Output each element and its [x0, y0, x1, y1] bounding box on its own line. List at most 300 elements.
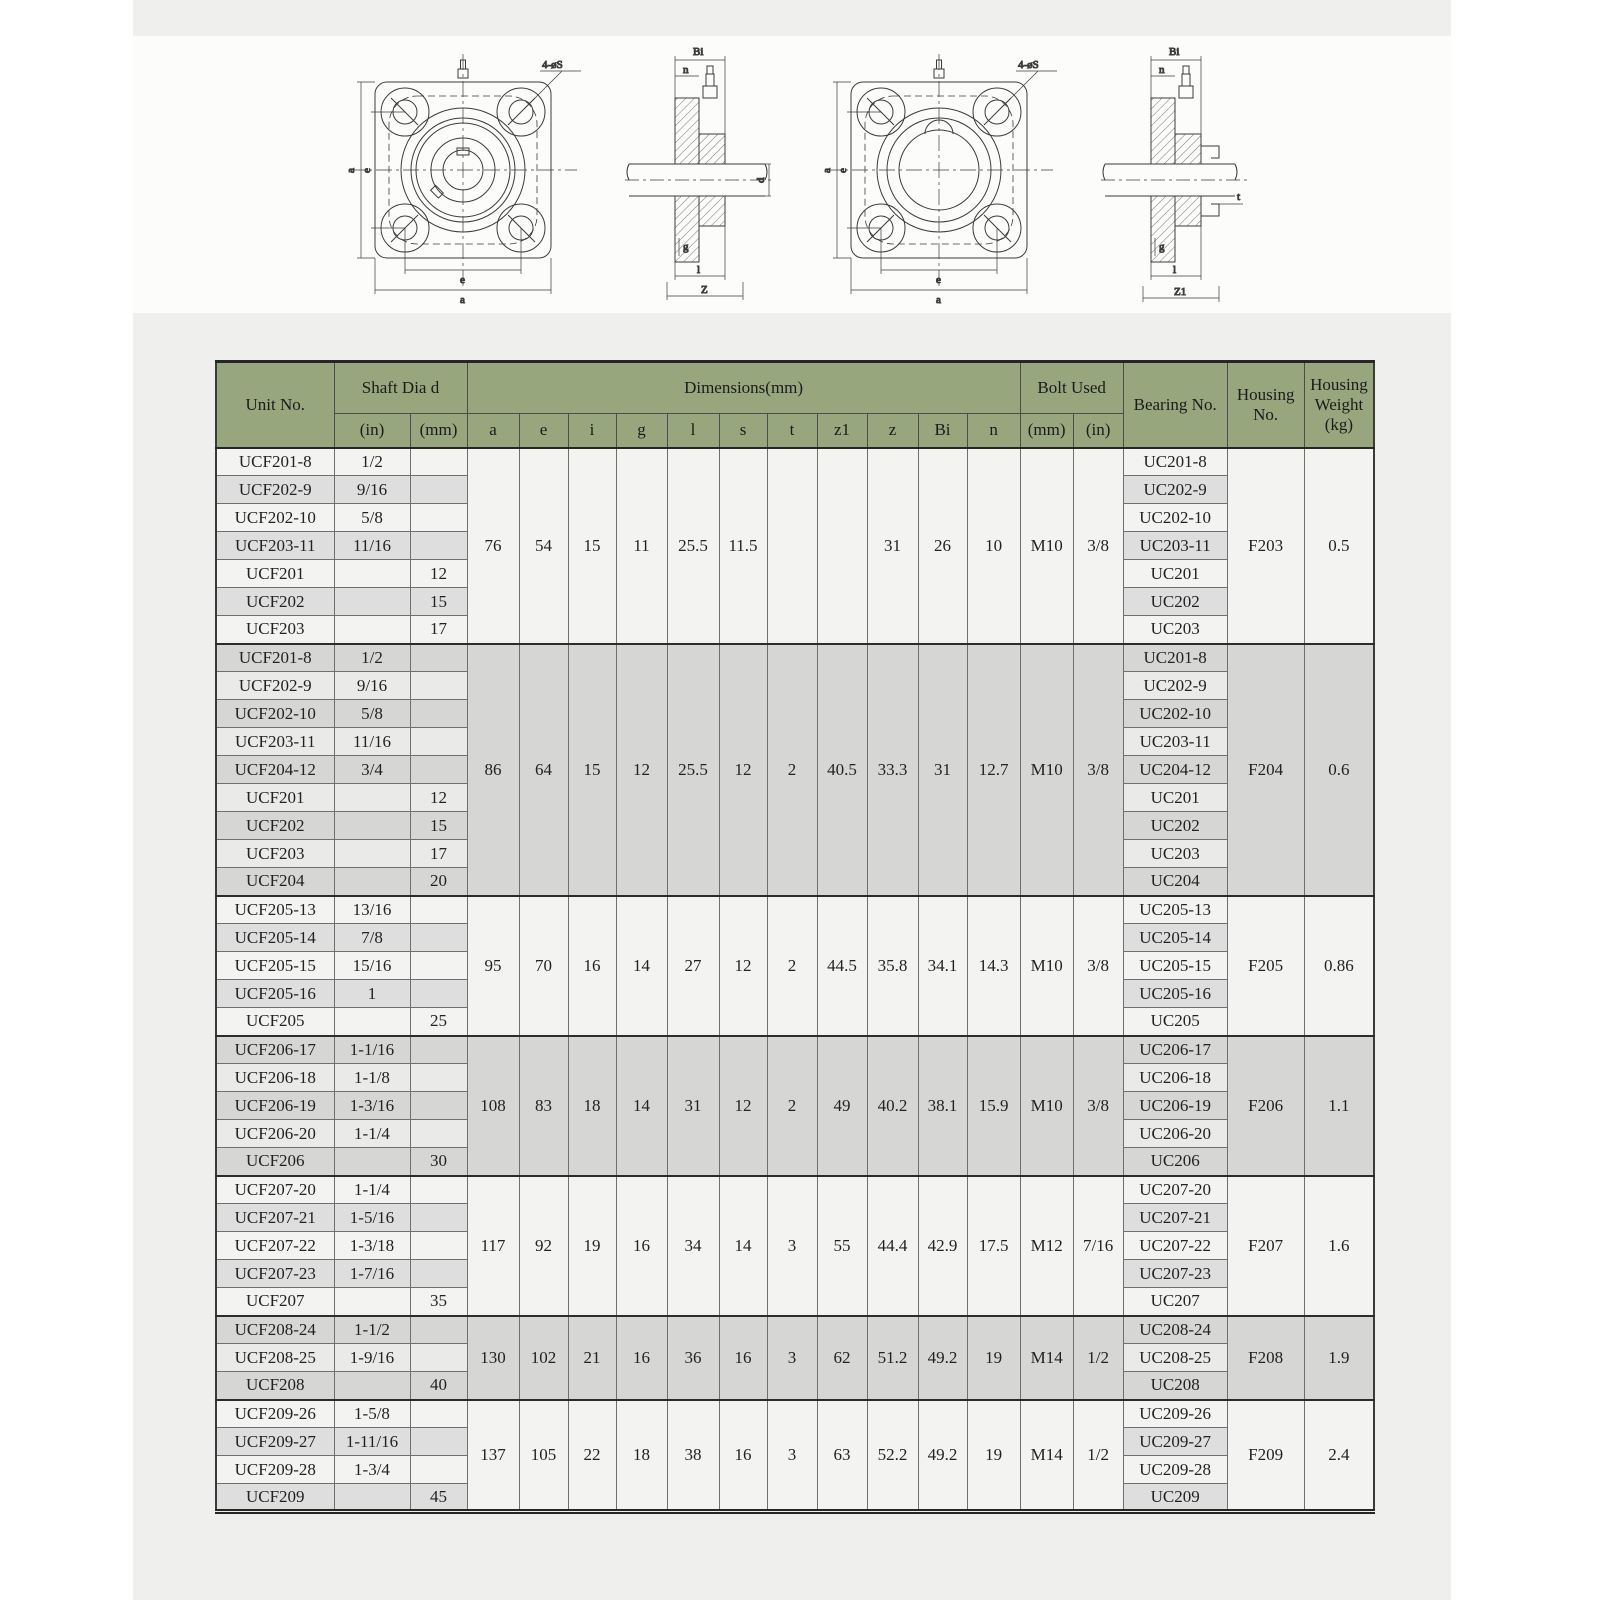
- shaft-dia-in-cell: 1-11/16: [334, 1428, 410, 1456]
- bearing-no-cell: UC202-9: [1123, 476, 1227, 504]
- header-dim-Bi: Bi: [918, 414, 967, 448]
- dim-l-cell: 25.5: [667, 644, 719, 896]
- bearing-no-cell: UC208-25: [1123, 1344, 1227, 1372]
- unit-no-cell: UCF209-27: [216, 1428, 334, 1456]
- shaft-dia-mm-cell: [410, 700, 467, 728]
- bolt-in-cell: 3/8: [1073, 644, 1123, 896]
- bearing-no-cell: UC205: [1123, 1008, 1227, 1036]
- dim-g-cell: 11: [616, 448, 667, 644]
- housing-no-cell: F205: [1227, 896, 1304, 1036]
- unit-no-cell: UCF201: [216, 784, 334, 812]
- dim-z-cell: 51.2: [867, 1316, 918, 1400]
- shaft-dia-mm-cell: [410, 952, 467, 980]
- shaft-dia-mm-cell: 17: [410, 616, 467, 644]
- table-body: [216, 448, 1374, 1512]
- shaft-dia-mm-cell: 35: [410, 1288, 467, 1316]
- unit-no-cell: UCF207-20: [216, 1176, 334, 1204]
- bearing-spec-table: [215, 360, 1375, 1514]
- dim-a-cell: 108: [467, 1036, 519, 1176]
- flange-section-view-1: [623, 42, 773, 308]
- dim-label-e-left: e: [837, 167, 849, 173]
- shaft-dia-in-cell: [334, 868, 410, 896]
- housing-no-cell: F209: [1227, 1400, 1304, 1512]
- dim-Bi-cell: 31: [918, 644, 967, 896]
- table-row: [216, 1316, 1374, 1344]
- bearing-no-cell: UC209: [1123, 1484, 1227, 1512]
- document-panel: [133, 0, 1451, 1600]
- bearing-no-cell: UC203: [1123, 840, 1227, 868]
- bearing-no-cell: UC205-15: [1123, 952, 1227, 980]
- bearing-no-cell: UC202: [1123, 588, 1227, 616]
- dim-n-cell: 19: [967, 1316, 1020, 1400]
- bearing-no-cell: UC204: [1123, 868, 1227, 896]
- header-dimensions: Dimensions(mm): [467, 362, 1020, 414]
- dim-g-cell: 18: [616, 1400, 667, 1512]
- dim-l-cell: 34: [667, 1176, 719, 1316]
- shaft-dia-mm-cell: 12: [410, 560, 467, 588]
- shaft-dia-mm-cell: [410, 448, 467, 476]
- unit-no-cell: UCF205-16: [216, 980, 334, 1008]
- bearing-no-cell: UC206-18: [1123, 1064, 1227, 1092]
- bearing-no-cell: UC207-20: [1123, 1176, 1227, 1204]
- dim-n-cell: 19: [967, 1400, 1020, 1512]
- bolt-in-cell: 1/2: [1073, 1400, 1123, 1512]
- dim-l-cell: 27: [667, 896, 719, 1036]
- shaft-dia-in-cell: [334, 1008, 410, 1036]
- dim-label-Z1: Z1: [1174, 285, 1187, 298]
- unit-no-cell: UCF204: [216, 868, 334, 896]
- dim-label-l: l: [1173, 263, 1177, 276]
- header-dim-g: g: [616, 414, 667, 448]
- bearing-no-cell: UC207: [1123, 1288, 1227, 1316]
- unit-no-cell: UCF202-10: [216, 700, 334, 728]
- dim-a-cell: 130: [467, 1316, 519, 1400]
- dim-n-cell: 15.9: [967, 1036, 1020, 1176]
- dim-a-cell: 86: [467, 644, 519, 896]
- unit-no-cell: UCF206-18: [216, 1064, 334, 1092]
- bolt-in-cell: 7/16: [1073, 1176, 1123, 1316]
- dim-n-cell: 12.7: [967, 644, 1020, 896]
- bearing-no-cell: UC202-9: [1123, 672, 1227, 700]
- shaft-dia-in-cell: 1-5/8: [334, 1400, 410, 1428]
- bearing-no-cell: UC209-26: [1123, 1400, 1227, 1428]
- bearing-no-cell: UC206-19: [1123, 1092, 1227, 1120]
- housing-no-cell: F207: [1227, 1176, 1304, 1316]
- shaft-dia-in-cell: 13/16: [334, 896, 410, 924]
- unit-no-cell: UCF207-21: [216, 1204, 334, 1232]
- unit-no-cell: UCF209-28: [216, 1456, 334, 1484]
- bearing-no-cell: UC207-22: [1123, 1232, 1227, 1260]
- bolt-mm-cell: M10: [1020, 644, 1073, 896]
- dim-label-n: n: [683, 63, 689, 76]
- dim-l-cell: 31: [667, 1036, 719, 1176]
- dim-label-g: g: [1159, 240, 1165, 253]
- shaft-dia-in-cell: 1-5/16: [334, 1204, 410, 1232]
- shaft-dia-mm-cell: [410, 1400, 467, 1428]
- bearing-no-cell: UC207-21: [1123, 1204, 1227, 1232]
- dim-t-cell: 3: [767, 1176, 817, 1316]
- header-bolt-in: (in): [1073, 414, 1123, 448]
- dim-a-cell: 76: [467, 448, 519, 644]
- unit-no-cell: UCF202-9: [216, 672, 334, 700]
- shaft-dia-mm-cell: [410, 1036, 467, 1064]
- dim-s-cell: 11.5: [719, 448, 767, 644]
- housing-weight-cell: 2.4: [1304, 1400, 1374, 1512]
- dim-e-cell: 83: [519, 1036, 568, 1176]
- housing-weight-cell: 0.5: [1304, 448, 1374, 644]
- table-row: [216, 1176, 1374, 1204]
- bearing-no-cell: UC201: [1123, 560, 1227, 588]
- bolt-hole-callout: 4-øS: [1018, 58, 1039, 71]
- header-dim-z1: z1: [817, 414, 867, 448]
- dim-z1-cell: 44.5: [817, 896, 867, 1036]
- shaft-dia-mm-cell: 45: [410, 1484, 467, 1512]
- dim-t-cell: 2: [767, 1036, 817, 1176]
- dim-z1-cell: 49: [817, 1036, 867, 1176]
- housing-weight-cell: 1.1: [1304, 1036, 1374, 1176]
- shaft-dia-mm-cell: [410, 1456, 467, 1484]
- header-housing-weight: Housing Weight (kg): [1304, 362, 1374, 448]
- shaft-dia-in-cell: 1-3/4: [334, 1456, 410, 1484]
- unit-no-cell: UCF202-10: [216, 504, 334, 532]
- dim-Bi-cell: 42.9: [918, 1176, 967, 1316]
- dim-i-cell: 22: [568, 1400, 616, 1512]
- shaft-dia-in-cell: 3/4: [334, 756, 410, 784]
- shaft-dia-mm-cell: 40: [410, 1372, 467, 1400]
- bolt-mm-cell: M10: [1020, 896, 1073, 1036]
- table-header: [216, 362, 1374, 448]
- dim-l-cell: 38: [667, 1400, 719, 1512]
- shaft-dia-mm-cell: [410, 1204, 467, 1232]
- dim-e-cell: 105: [519, 1400, 568, 1512]
- unit-no-cell: UCF206-19: [216, 1092, 334, 1120]
- dim-label-g: g: [683, 240, 689, 253]
- shaft-dia-mm-cell: [410, 980, 467, 1008]
- bearing-no-cell: UC202-10: [1123, 700, 1227, 728]
- unit-no-cell: UCF202-9: [216, 476, 334, 504]
- unit-no-cell: UCF201-8: [216, 644, 334, 672]
- dim-Bi-cell: 49.2: [918, 1316, 967, 1400]
- dim-g-cell: 16: [616, 1316, 667, 1400]
- shaft-dia-mm-cell: [410, 1316, 467, 1344]
- dim-z-cell: 44.4: [867, 1176, 918, 1316]
- dim-z-cell: 31: [867, 448, 918, 644]
- header-shaft-mm: (mm): [410, 414, 467, 448]
- header-dim-l: l: [667, 414, 719, 448]
- dim-label-e-left: e: [361, 167, 373, 173]
- bolt-mm-cell: M14: [1020, 1400, 1073, 1512]
- flange-front-view-1: [335, 42, 585, 308]
- housing-weight-cell: 0.86: [1304, 896, 1374, 1036]
- dim-a-cell: 117: [467, 1176, 519, 1316]
- dim-z-cell: 52.2: [867, 1400, 918, 1512]
- unit-no-cell: UCF209: [216, 1484, 334, 1512]
- dim-label-a-bottom: a: [460, 293, 465, 306]
- dim-label-e-bottom: e: [460, 273, 465, 286]
- shaft-dia-in-cell: 1-9/16: [334, 1344, 410, 1372]
- housing-no-cell: F206: [1227, 1036, 1304, 1176]
- bolt-mm-cell: M10: [1020, 448, 1073, 644]
- bearing-no-cell: UC201-8: [1123, 448, 1227, 476]
- table-row: [216, 1036, 1374, 1064]
- dim-i-cell: 15: [568, 448, 616, 644]
- dim-label-a-left: a: [821, 167, 833, 173]
- dim-s-cell: 16: [719, 1316, 767, 1400]
- shaft-dia-mm-cell: [410, 504, 467, 532]
- unit-no-cell: UCF206-17: [216, 1036, 334, 1064]
- table-row: [216, 644, 1374, 672]
- unit-no-cell: UCF201: [216, 560, 334, 588]
- dim-label-d: d: [755, 177, 767, 183]
- header-dim-a: a: [467, 414, 519, 448]
- unit-no-cell: UCF205-14: [216, 924, 334, 952]
- dim-g-cell: 14: [616, 896, 667, 1036]
- flange-front-view-2: [811, 42, 1061, 308]
- dim-e-cell: 54: [519, 448, 568, 644]
- bolt-mm-cell: M10: [1020, 1036, 1073, 1176]
- bearing-no-cell: UC205-16: [1123, 980, 1227, 1008]
- unit-no-cell: UCF203-11: [216, 532, 334, 560]
- dim-z-cell: 35.8: [867, 896, 918, 1036]
- dim-label-e-bottom: e: [936, 273, 941, 286]
- shaft-dia-in-cell: 1-1/2: [334, 1316, 410, 1344]
- dim-z-cell: 40.2: [867, 1036, 918, 1176]
- bolt-in-cell: 3/8: [1073, 448, 1123, 644]
- unit-no-cell: UCF206-20: [216, 1120, 334, 1148]
- shaft-dia-in-cell: 1-7/16: [334, 1260, 410, 1288]
- shaft-dia-in-cell: 1-1/4: [334, 1176, 410, 1204]
- dim-e-cell: 64: [519, 644, 568, 896]
- shaft-dia-in-cell: 1-1/4: [334, 1120, 410, 1148]
- shaft-dia-mm-cell: [410, 924, 467, 952]
- dim-z1-cell: 63: [817, 1400, 867, 1512]
- shaft-dia-mm-cell: [410, 672, 467, 700]
- dim-a-cell: 95: [467, 896, 519, 1036]
- shaft-dia-mm-cell: [410, 1232, 467, 1260]
- unit-no-cell: UCF204-12: [216, 756, 334, 784]
- unit-no-cell: UCF205-13: [216, 896, 334, 924]
- shaft-dia-in-cell: 1: [334, 980, 410, 1008]
- shaft-dia-mm-cell: 20: [410, 868, 467, 896]
- header-dim-i: i: [568, 414, 616, 448]
- dim-i-cell: 21: [568, 1316, 616, 1400]
- shaft-dia-in-cell: [334, 616, 410, 644]
- shaft-dia-in-cell: 11/16: [334, 532, 410, 560]
- dim-label-l: l: [697, 263, 701, 276]
- shaft-dia-in-cell: [334, 588, 410, 616]
- dim-label-Bi: Bi: [1169, 45, 1180, 58]
- technical-drawings-band: [133, 36, 1451, 313]
- dim-Bi-cell: 38.1: [918, 1036, 967, 1176]
- bearing-no-cell: UC208-24: [1123, 1316, 1227, 1344]
- shaft-dia-in-cell: [334, 1288, 410, 1316]
- bearing-no-cell: UC208: [1123, 1372, 1227, 1400]
- bearing-no-cell: UC209-28: [1123, 1456, 1227, 1484]
- shaft-dia-in-cell: [334, 560, 410, 588]
- dim-g-cell: 16: [616, 1176, 667, 1316]
- unit-no-cell: UCF203: [216, 840, 334, 868]
- bearing-no-cell: UC202-10: [1123, 504, 1227, 532]
- unit-no-cell: UCF209-26: [216, 1400, 334, 1428]
- bearing-no-cell: UC207-23: [1123, 1260, 1227, 1288]
- shaft-dia-mm-cell: [410, 644, 467, 672]
- shaft-dia-in-cell: [334, 1372, 410, 1400]
- bearing-no-cell: UC203-11: [1123, 532, 1227, 560]
- flange-section-view-2: [1099, 42, 1249, 308]
- shaft-dia-in-cell: [334, 784, 410, 812]
- dim-z1-cell: 55: [817, 1176, 867, 1316]
- dim-label-n: n: [1159, 63, 1165, 76]
- dim-l-cell: 25.5: [667, 448, 719, 644]
- shaft-dia-mm-cell: [410, 1344, 467, 1372]
- shaft-dia-in-cell: [334, 1148, 410, 1176]
- header-housing-no: Housing No.: [1227, 362, 1304, 448]
- unit-no-cell: UCF205-15: [216, 952, 334, 980]
- unit-no-cell: UCF202: [216, 588, 334, 616]
- dim-label-Bi: Bi: [693, 45, 704, 58]
- shaft-dia-mm-cell: [410, 896, 467, 924]
- shaft-dia-mm-cell: 15: [410, 812, 467, 840]
- bearing-no-cell: UC209-27: [1123, 1428, 1227, 1456]
- housing-weight-cell: 1.9: [1304, 1316, 1374, 1400]
- header-bearing-no: Bearing No.: [1123, 362, 1227, 448]
- shaft-dia-in-cell: 15/16: [334, 952, 410, 980]
- dim-z1-cell: 40.5: [817, 644, 867, 896]
- dim-z-cell: 33.3: [867, 644, 918, 896]
- bearing-no-cell: UC203: [1123, 616, 1227, 644]
- shaft-dia-mm-cell: [410, 756, 467, 784]
- header-shaft-dia: Shaft Dia d: [334, 362, 467, 414]
- unit-no-cell: UCF201-8: [216, 448, 334, 476]
- dim-i-cell: 15: [568, 644, 616, 896]
- unit-no-cell: UCF202: [216, 812, 334, 840]
- header-dim-t: t: [767, 414, 817, 448]
- dim-Bi-cell: 49.2: [918, 1400, 967, 1512]
- shaft-dia-mm-cell: [410, 1176, 467, 1204]
- dim-s-cell: 12: [719, 1036, 767, 1176]
- dim-s-cell: 14: [719, 1176, 767, 1316]
- dim-g-cell: 12: [616, 644, 667, 896]
- housing-no-cell: F204: [1227, 644, 1304, 896]
- unit-no-cell: UCF208-25: [216, 1344, 334, 1372]
- shaft-dia-mm-cell: [410, 1260, 467, 1288]
- shaft-dia-mm-cell: [410, 1428, 467, 1456]
- shaft-dia-in-cell: 9/16: [334, 672, 410, 700]
- header-dim-e: e: [519, 414, 568, 448]
- unit-no-cell: UCF208: [216, 1372, 334, 1400]
- bearing-no-cell: UC206-20: [1123, 1120, 1227, 1148]
- unit-no-cell: UCF207: [216, 1288, 334, 1316]
- bolt-in-cell: 3/8: [1073, 896, 1123, 1036]
- shaft-dia-in-cell: 1/2: [334, 644, 410, 672]
- shaft-dia-mm-cell: 12: [410, 784, 467, 812]
- dim-i-cell: 18: [568, 1036, 616, 1176]
- shaft-dia-in-cell: [334, 1484, 410, 1512]
- dim-l-cell: 36: [667, 1316, 719, 1400]
- shaft-dia-in-cell: 5/8: [334, 700, 410, 728]
- shaft-dia-mm-cell: [410, 1064, 467, 1092]
- dim-t-cell: 2: [767, 644, 817, 896]
- dim-label-a-left: a: [345, 167, 357, 173]
- dim-s-cell: 12: [719, 896, 767, 1036]
- table-row: [216, 448, 1374, 476]
- dim-label-t: t: [1237, 190, 1241, 203]
- bearing-no-cell: UC205-14: [1123, 924, 1227, 952]
- dim-t-cell: [767, 448, 817, 644]
- housing-no-cell: F203: [1227, 448, 1304, 644]
- shaft-dia-mm-cell: 15: [410, 588, 467, 616]
- dim-i-cell: 16: [568, 896, 616, 1036]
- shaft-dia-mm-cell: [410, 476, 467, 504]
- header-bolt-used: Bolt Used: [1020, 362, 1123, 414]
- dim-s-cell: 16: [719, 1400, 767, 1512]
- dim-g-cell: 14: [616, 1036, 667, 1176]
- dim-e-cell: 102: [519, 1316, 568, 1400]
- dim-s-cell: 12: [719, 644, 767, 896]
- bearing-no-cell: UC205-13: [1123, 896, 1227, 924]
- shaft-dia-in-cell: 7/8: [334, 924, 410, 952]
- header-unit-no: Unit No.: [216, 362, 334, 448]
- dim-t-cell: 3: [767, 1400, 817, 1512]
- bolt-mm-cell: M14: [1020, 1316, 1073, 1400]
- dim-label-a-bottom: a: [936, 293, 941, 306]
- shaft-dia-in-cell: 1-3/16: [334, 1092, 410, 1120]
- shaft-dia-in-cell: 1-1/8: [334, 1064, 410, 1092]
- shaft-dia-in-cell: 5/8: [334, 504, 410, 532]
- dim-Bi-cell: 26: [918, 448, 967, 644]
- dim-Bi-cell: 34.1: [918, 896, 967, 1036]
- dim-a-cell: 137: [467, 1400, 519, 1512]
- shaft-dia-in-cell: 1-1/16: [334, 1036, 410, 1064]
- shaft-dia-mm-cell: 17: [410, 840, 467, 868]
- unit-no-cell: UCF208-24: [216, 1316, 334, 1344]
- bolt-in-cell: 3/8: [1073, 1036, 1123, 1176]
- dim-i-cell: 19: [568, 1176, 616, 1316]
- table-row: [216, 896, 1374, 924]
- shaft-dia-in-cell: 11/16: [334, 728, 410, 756]
- shaft-dia-mm-cell: 30: [410, 1148, 467, 1176]
- dim-e-cell: 70: [519, 896, 568, 1036]
- shaft-dia-mm-cell: [410, 1120, 467, 1148]
- shaft-dia-in-cell: 9/16: [334, 476, 410, 504]
- dim-t-cell: 3: [767, 1316, 817, 1400]
- shaft-dia-mm-cell: [410, 1092, 467, 1120]
- unit-no-cell: UCF205: [216, 1008, 334, 1036]
- header-bolt-mm: (mm): [1020, 414, 1073, 448]
- dim-z1-cell: [817, 448, 867, 644]
- shaft-dia-mm-cell: 25: [410, 1008, 467, 1036]
- shaft-dia-in-cell: [334, 812, 410, 840]
- bolt-mm-cell: M12: [1020, 1176, 1073, 1316]
- dim-n-cell: 10: [967, 448, 1020, 644]
- dim-t-cell: 2: [767, 896, 817, 1036]
- table-row: [216, 1400, 1374, 1428]
- unit-no-cell: UCF206: [216, 1148, 334, 1176]
- header-dim-n: n: [967, 414, 1020, 448]
- bolt-hole-callout: 4-øS: [542, 58, 563, 71]
- header-shaft-in: (in): [334, 414, 410, 448]
- unit-no-cell: UCF203: [216, 616, 334, 644]
- header-dim-s: s: [719, 414, 767, 448]
- bearing-no-cell: UC202: [1123, 812, 1227, 840]
- shaft-dia-mm-cell: [410, 728, 467, 756]
- bolt-in-cell: 1/2: [1073, 1316, 1123, 1400]
- bearing-no-cell: UC204-12: [1123, 756, 1227, 784]
- housing-no-cell: F208: [1227, 1316, 1304, 1400]
- dim-n-cell: 17.5: [967, 1176, 1020, 1316]
- bearing-no-cell: UC203-11: [1123, 728, 1227, 756]
- dim-label-Z: Z: [701, 283, 708, 296]
